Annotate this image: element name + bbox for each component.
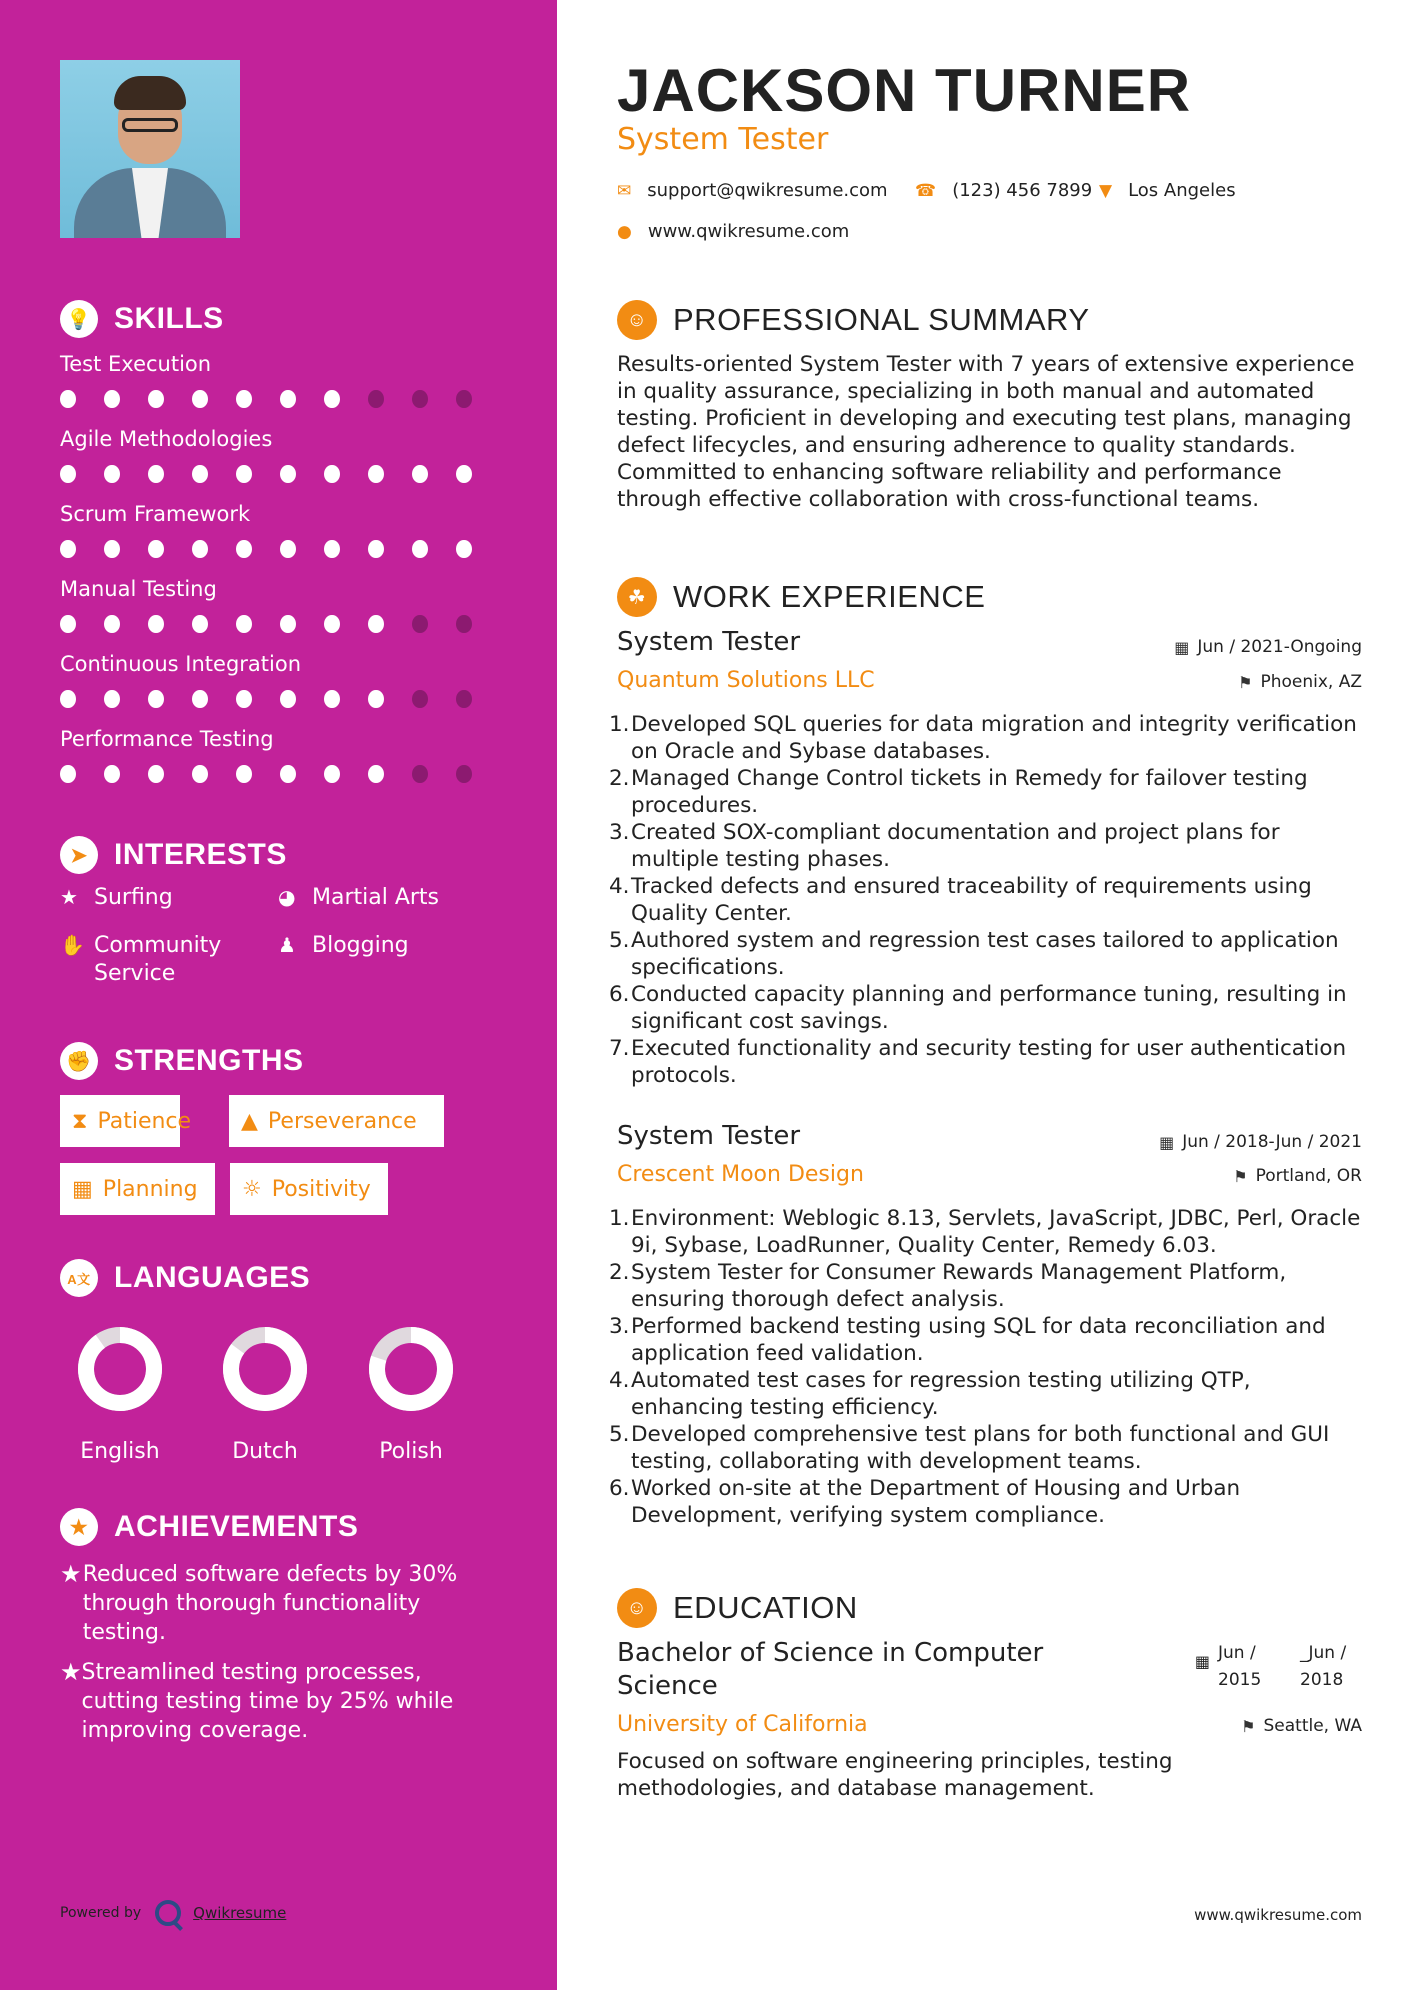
summary-heading: ☺ PROFESSIONAL SUMMARY [617, 300, 1090, 340]
users-icon: ♟ [278, 933, 296, 957]
rating-dot [148, 690, 164, 708]
graduation-icon: ☺ [617, 1588, 657, 1628]
list-number: 6. [609, 1476, 630, 1501]
rating-dot [236, 765, 252, 783]
rating-dot [280, 465, 296, 483]
rating-dot [456, 615, 472, 633]
responsibility-text: Environment: Weblogic 8.13, Servlets, JavaScript, JDBC, Perl, Oracle 9i, Sybase, LoadRunner, Quality Center, Remedy 6.03. [631, 1206, 1361, 1258]
language-name: English [80, 1439, 160, 1464]
rating-dot [192, 765, 208, 783]
rating-dot [324, 690, 340, 708]
phone-icon: ☎ [915, 180, 937, 201]
responsibility-text: Conducted capacity planning and performance tuning, resulting in significant cost savings. [631, 982, 1347, 1034]
rating-dot [368, 765, 384, 783]
lightbulb-icon: 💡 [60, 300, 98, 338]
list-number: 4. [609, 1368, 630, 1393]
user-icon: ☺ [617, 300, 657, 340]
footer-website[interactable]: www.qwikresume.com [1194, 1906, 1362, 1924]
rating-dot [456, 390, 472, 408]
map-marker-icon: ▼ [1099, 180, 1113, 201]
achievement-item: ★ Streamlined testing processes, cutting testing time by 25% while improving coverage. [60, 1658, 454, 1743]
list-number: 3. [609, 820, 630, 845]
rating-dot [60, 390, 76, 408]
education-school: University of California [617, 1712, 868, 1737]
interest-item: ★ Surfing [60, 885, 173, 910]
rating-dot [60, 465, 76, 483]
rating-dot [104, 765, 120, 783]
rating-dot [368, 540, 384, 558]
list-number: 7. [609, 1036, 630, 1061]
education-dates: ▦ Jun / 2015 _Jun / 2018 [1195, 1640, 1362, 1694]
responsibility-item [609, 981, 1369, 1035]
rating-dot [236, 390, 252, 408]
skill-label: Manual Testing [60, 577, 217, 601]
responsibility-item [609, 1035, 1369, 1089]
globe-icon: ◕ [278, 885, 296, 909]
contact-location: ▼ Los Angeles [1099, 180, 1236, 201]
responsibility-text: Automated test cases for regression testing utilizing QTP, enhancing testing efficiency. [631, 1368, 1251, 1420]
paper-plane-icon: ➤ [60, 836, 98, 874]
skill-label: Continuous Integration [60, 652, 301, 676]
responsibility-item [609, 1475, 1369, 1529]
languages-heading: A文 LANGUAGES [60, 1259, 310, 1297]
skills-heading: 💡 SKILLS [60, 300, 224, 338]
language-level-ring [367, 1325, 455, 1413]
star-icon: ★ [60, 885, 78, 909]
rating-dot [60, 540, 76, 558]
job-title: System Tester [617, 1121, 801, 1151]
list-number: 5. [609, 1422, 630, 1447]
rating-dot [324, 765, 340, 783]
qwikresume-logo-icon [155, 1900, 181, 1926]
skill-item [60, 352, 500, 408]
skill-item [60, 502, 500, 558]
job-location: ⚑ Phoenix, AZ [1238, 672, 1362, 692]
envelope-icon: ✉ [617, 180, 632, 201]
responsibility-item [609, 1313, 1369, 1367]
skill-label: Test Execution [60, 352, 212, 376]
candidate-title: System Tester [617, 122, 829, 157]
responsibility-text: Authored system and regression test cases tailored to application specifications. [631, 928, 1339, 980]
list-number: 2. [609, 1260, 630, 1285]
skill-rating [60, 765, 500, 783]
skill-item [60, 577, 500, 633]
rating-dot [368, 690, 384, 708]
strength-badge: ⧗ Patience [60, 1095, 180, 1147]
list-number: 1. [609, 1206, 630, 1231]
skill-label: Scrum Framework [60, 502, 251, 526]
fist-icon: ✊ [60, 1042, 98, 1080]
skill-rating [60, 690, 500, 708]
list-number: 2. [609, 766, 630, 791]
responsibility-text: Managed Change Control tickets in Remedy for failover testing procedures. [631, 766, 1308, 818]
pin-icon: ⚑ [1241, 1716, 1256, 1736]
road-icon: ▲ [241, 1108, 258, 1134]
responsibility-text: Performed backend testing using SQL for data reconciliation and application feed validation. [631, 1314, 1326, 1366]
education-location: ⚑ Seattle, WA [1241, 1716, 1362, 1736]
sun-icon: ☼ [242, 1176, 262, 1202]
skill-item [60, 652, 500, 708]
language-level-ring [221, 1325, 309, 1413]
rating-dot [192, 690, 208, 708]
rating-dot [456, 540, 472, 558]
experience-heading: ☘ WORK EXPERIENCE [617, 577, 985, 617]
responsibility-item [609, 1205, 1369, 1259]
profile-photo [60, 60, 240, 238]
rating-dot [148, 765, 164, 783]
skill-item [60, 427, 500, 483]
language-item [341, 1325, 481, 1464]
rating-dot [192, 615, 208, 633]
responsibility-item [609, 927, 1369, 981]
job-responsibilities [609, 711, 1369, 1089]
rating-dot [192, 390, 208, 408]
rating-dot [412, 615, 428, 633]
responsibility-text: Tracked defects and ensured traceability of requirements using Quality Center. [631, 874, 1312, 926]
contact-phone[interactable]: ☎ (123) 456 7899 [915, 180, 1093, 201]
skill-label: Performance Testing [60, 727, 274, 751]
job-dates: ▦ Jun / 2021-Ongoing [1174, 637, 1362, 657]
briefcase-icon: ☘ [617, 577, 657, 617]
rating-dot [368, 465, 384, 483]
rating-dot [60, 690, 76, 708]
rating-dot [324, 465, 340, 483]
job-title: System Tester [617, 627, 801, 657]
skill-rating [60, 465, 500, 483]
hand-icon: ✋ [60, 933, 85, 957]
job-company: Crescent Moon Design [617, 1162, 864, 1187]
summary-text: Results-oriented System Tester with 7 years of extensive experience in quality assurance, specializing in both manual and automated testing. Proficient in developing and executing test plans, managing defect lifecycles, and ensuring adherence to quality standards. Committed to enhancing software reliability and performance through effective collaboration with cross-functional teams. [617, 352, 1355, 512]
shooting-star-icon: ★ [60, 1560, 82, 1588]
responsibility-text: Developed SQL queries for data migration and integrity verification on Oracle and Sybase databases. [631, 712, 1357, 764]
contact-website[interactable]: ● www.qwikresume.com [617, 221, 850, 242]
rating-dot [104, 615, 120, 633]
achievement-item: ★ Reduced software defects by 30% through thorough functionality testing. [60, 1560, 458, 1645]
rating-dot [236, 615, 252, 633]
pin-icon: ⚑ [1233, 1166, 1248, 1186]
language-level-arc [86, 1335, 154, 1403]
strengths-heading: ✊ STRENGTHS [60, 1042, 304, 1080]
list-number: 5. [609, 928, 630, 953]
globe-icon: ● [617, 221, 632, 242]
rating-dot [280, 765, 296, 783]
trophy-star-icon: ★ [60, 1508, 98, 1546]
qwikresume-link[interactable]: Qwikresume [193, 1904, 287, 1922]
calendar-icon: ▦ [72, 1176, 93, 1202]
rating-dot [368, 615, 384, 633]
language-item [50, 1325, 190, 1464]
achievements-heading: ★ ACHIEVEMENTS [60, 1508, 358, 1546]
rating-dot [324, 390, 340, 408]
language-item [195, 1325, 335, 1464]
interests-heading: ➤ INTERESTS [60, 836, 287, 874]
rating-dot [368, 390, 384, 408]
language-level-ring [76, 1325, 164, 1413]
responsibility-text: System Tester for Consumer Rewards Management Platform, ensuring thorough defect analysis. [631, 1260, 1287, 1312]
responsibility-item [609, 873, 1369, 927]
responsibility-text: Developed comprehensive test plans for both functional and GUI testing, collaborating with development teams. [631, 1422, 1330, 1474]
rating-dot [236, 540, 252, 558]
powered-by: Powered by Qwikresume [60, 1900, 286, 1926]
responsibility-text: Worked on-site at the Department of Housing and Urban Development, verifying system compliance. [631, 1476, 1241, 1528]
skill-label: Agile Methodologies [60, 427, 273, 451]
language-name: Polish [379, 1439, 443, 1464]
pin-icon: ⚑ [1238, 672, 1253, 692]
hourglass-icon: ⧗ [72, 1108, 88, 1134]
skill-rating [60, 615, 500, 633]
skill-item [60, 727, 500, 783]
rating-dot [412, 540, 428, 558]
rating-dot [60, 765, 76, 783]
responsibility-item [609, 1421, 1369, 1475]
rating-dot [280, 540, 296, 558]
main-content [557, 0, 1407, 1990]
responsibility-text: Created SOX-compliant documentation and project plans for multiple testing phases. [631, 820, 1280, 872]
calendar-icon: ▦ [1159, 1132, 1175, 1152]
list-number: 4. [609, 874, 630, 899]
rating-dot [412, 765, 428, 783]
rating-dot [280, 390, 296, 408]
education-description: Focused on software engineering principles, testing methodologies, and database management. [617, 1749, 1173, 1801]
rating-dot [412, 690, 428, 708]
job-responsibilities [609, 1205, 1369, 1529]
strength-badge: ☼ Positivity [230, 1163, 388, 1215]
candidate-name: JACKSON TURNER [617, 57, 1192, 124]
interest-item: ✋ Community Service [60, 933, 222, 986]
education-degree: Bachelor of Science in Computer Science [617, 1638, 1044, 1701]
responsibility-item [609, 711, 1369, 765]
job-location: ⚑ Portland, OR [1233, 1166, 1362, 1186]
responsibility-item [609, 1259, 1369, 1313]
sidebar [0, 0, 557, 1990]
list-number: 3. [609, 1314, 630, 1339]
rating-dot [324, 540, 340, 558]
rating-dot [412, 390, 428, 408]
rating-dot [280, 690, 296, 708]
list-number: 1. [609, 712, 630, 737]
calendar-icon: ▦ [1194, 1652, 1210, 1671]
rating-dot [104, 540, 120, 558]
rating-dot [456, 690, 472, 708]
responsibility-item [609, 1367, 1369, 1421]
job-dates: ▦ Jun / 2018-Jun / 2021 [1159, 1132, 1362, 1152]
skill-rating [60, 540, 500, 558]
responsibility-item [609, 765, 1369, 819]
skill-rating [60, 390, 500, 408]
responsibility-text: Executed functionality and security testing for user authentication protocols. [631, 1036, 1347, 1088]
rating-dot [60, 615, 76, 633]
rating-dot [456, 465, 472, 483]
rating-dot [192, 465, 208, 483]
rating-dot [280, 615, 296, 633]
rating-dot [236, 465, 252, 483]
education-heading: ☺ EDUCATION [617, 1588, 858, 1628]
language-name: Dutch [232, 1439, 298, 1464]
rating-dot [104, 465, 120, 483]
rating-dot [104, 690, 120, 708]
responsibility-item [609, 819, 1369, 873]
rating-dot [148, 540, 164, 558]
rating-dot [324, 615, 340, 633]
rating-dot [236, 690, 252, 708]
contact-email[interactable]: ✉ support@qwikresume.com [617, 180, 888, 201]
interest-item: ♟ Blogging [278, 933, 409, 958]
rating-dot [148, 615, 164, 633]
rating-dot [104, 390, 120, 408]
rating-dot [148, 390, 164, 408]
shooting-star-icon: ★ [60, 1658, 82, 1686]
rating-dot [412, 465, 428, 483]
rating-dot [192, 540, 208, 558]
language-icon: A文 [60, 1259, 98, 1297]
rating-dot [456, 765, 472, 783]
interest-item: ◕ Martial Arts [278, 885, 440, 910]
list-number: 6. [609, 982, 630, 1007]
rating-dot [148, 465, 164, 483]
job-company: Quantum Solutions LLC [617, 668, 875, 693]
strength-badge: ▲ Perseverance [229, 1095, 444, 1147]
strength-badge: ▦ Planning [60, 1163, 215, 1215]
calendar-icon: ▦ [1174, 637, 1190, 657]
